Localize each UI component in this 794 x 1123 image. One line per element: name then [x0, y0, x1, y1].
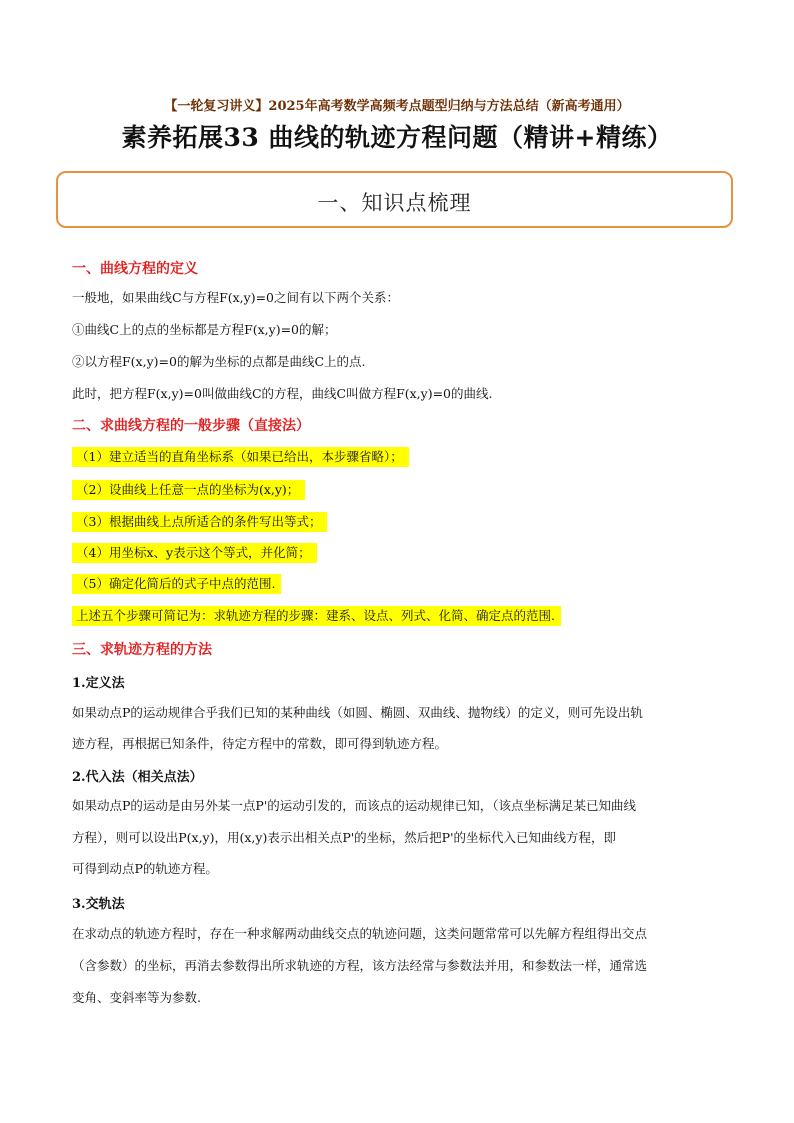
- heading-curve-equation-definition: 一、曲线方程的定义: [72, 261, 198, 277]
- heading-general-steps: 二、求曲线方程的一般步骤（直接法）: [72, 418, 310, 434]
- series-header: 【一轮复习讲义】2025年高考数学高频考点题型归纳与方法总结（新高考通用）: [164, 99, 630, 114]
- page-title: 素养拓展33 曲线的轨迹方程问题（精讲+精练）: [121, 123, 673, 152]
- definition-line-4: 此时，把方程F(x,y)=0叫做曲线C的方程，曲线C叫做方程F(x,y)=0的曲线.: [72, 386, 493, 401]
- step-item: （2）设曲线上任意一点的坐标为(x,y)；: [72, 480, 305, 500]
- section-title-box: [56, 171, 733, 228]
- method-line: 如果动点P的运动规律合乎我们已知的某种曲线（如圆、椭圆、双曲线、抛物线）的定义，则可先设出轨: [72, 705, 643, 720]
- step-item: （3）根据曲线上点所适合的条件写出等式；: [72, 512, 327, 532]
- section-title: 一、知识点梳理: [317, 191, 472, 215]
- step-item: （5）确定化简后的式子中点的范围.: [72, 574, 281, 594]
- method-line: （含参数）的坐标，再消去参数得出所求轨迹的方程，该方法经常与参数法并用，和参数法一样，通常选: [72, 958, 648, 973]
- heading-trajectory-methods: 三、求轨迹方程的方法: [72, 642, 212, 658]
- method-line: 变角、变斜率等为参数.: [72, 990, 201, 1005]
- method-line: 如果动点P的运动是由另外某一点P'的运动引发的，而该点的运动规律已知，（该点坐标满足某已知曲线: [72, 798, 637, 813]
- step-item: （4）用坐标x、y表示这个等式，并化简；: [72, 543, 317, 563]
- definition-line-3: ②以方程F(x,y)=0的解为坐标的点都是曲线C上的点.: [72, 354, 366, 369]
- method-line: 在求动点的轨迹方程时，存在一种求解两动曲线交点的轨迹问题，这类问题常常可以先解方程组得出交点: [72, 926, 648, 941]
- method-title-definition: 1.定义法: [72, 676, 125, 691]
- steps-summary: 上述五个步骤可简记为：求轨迹方程的步骤：建系、设点、列式、化简、确定点的范围.: [72, 606, 561, 626]
- definition-line-1: 一般地，如果曲线C与方程F(x,y)=0之间有以下两个关系：: [72, 290, 400, 305]
- method-title-intersection: 3.交轨法: [72, 897, 125, 912]
- method-line: 方程），则可以设出P(x,y)，用(x,y)表示出相关点P'的坐标，然后把P'的坐标代入已知曲线方程，即: [72, 830, 617, 845]
- method-line: 可得到动点P的轨迹方程。: [72, 861, 218, 876]
- method-title-substitution: 2.代入法（相关点法）: [72, 770, 203, 785]
- step-item: （1）建立适当的直角坐标系（如果已给出，本步骤省略）；: [72, 447, 409, 467]
- definition-line-2: ①曲线C上的点的坐标都是方程F(x,y)=0的解；: [72, 322, 337, 337]
- method-line: 迹方程，再根据已知条件，待定方程中的常数，即可得到轨迹方程。: [72, 736, 448, 751]
